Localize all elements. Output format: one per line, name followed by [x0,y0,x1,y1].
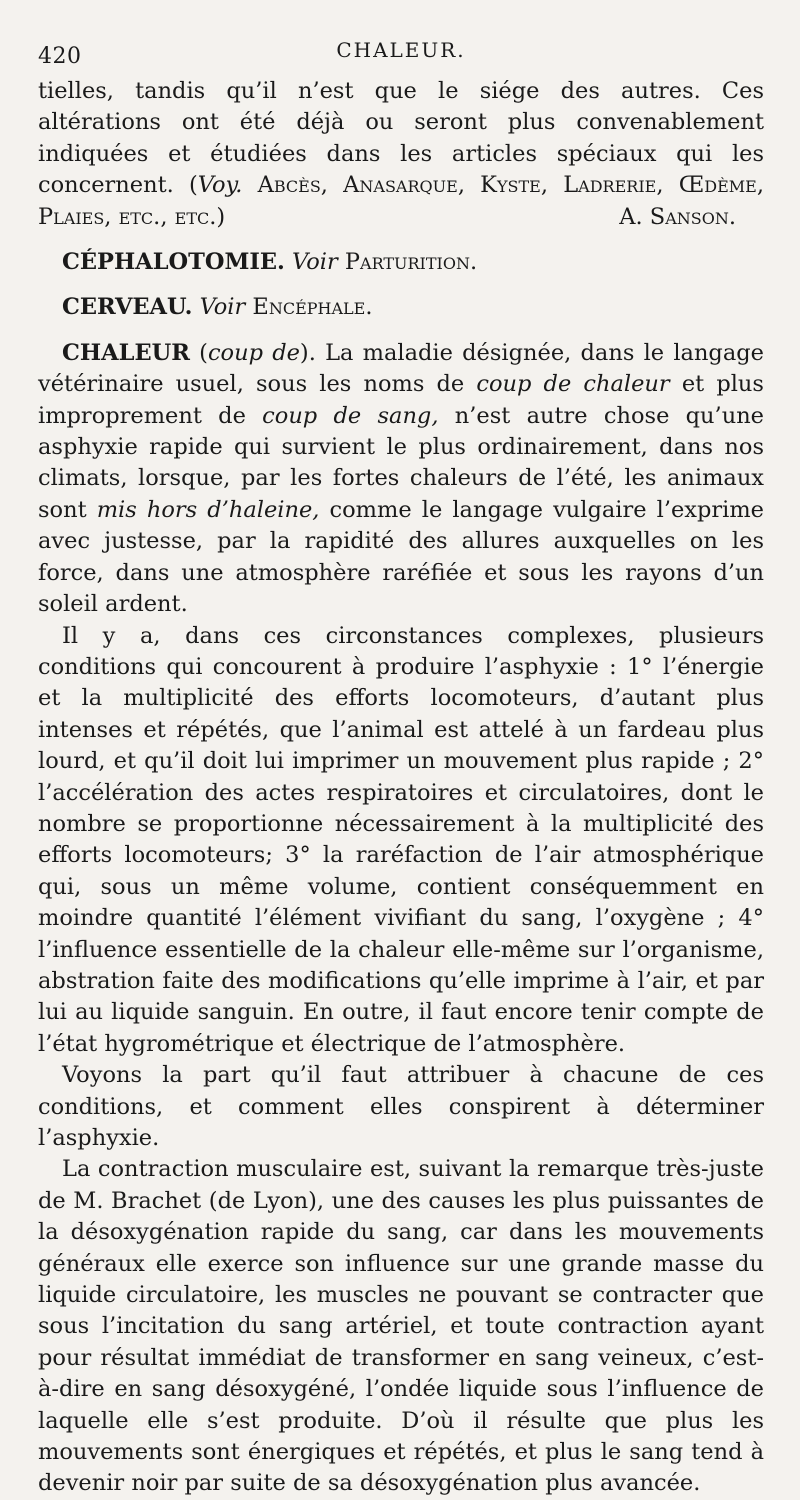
paren-open: ( [189,339,208,366]
entry-chaleur [38,338,764,621]
entry-term: CHALEUR [62,339,190,366]
paragraph-conditions: Il y a, dans ces circonstances complexes, plusieurs conditions qui concourent à produire l’asphyxie : 1° l’énergie et la multiplicité des efforts locomoteurs, d’autant plus intenses et répétés, que l’animal est attelé à un fardeau plus lourd, et qu’il doit lui imprimer un mouvement plus rapide ; 2° l’accélération des actes respiratoires et circulatoires, dont le nombre se proportionne nécessairement à la multiplicité des efforts locomoteurs; 3° la raréfaction de l’air atmosphérique qui, sous un même volume, contient conséquemment en moindre quantité l’élément vivifiant du sang, l’oxygène ; 4° l’influence essentielle de la chaleur elle-même sur l’organisme, abstration faite des modifications qu’elle imprime à l’air, et par lui au liquide sanguin. En outre, il faut encore tenir compte de l’état hygrométrique et électrique de l’atmosphère. [38,622,764,1057]
paragraph-contraction: La contraction musculaire est, suivant la remarque très-juste de M. Brachet (de Lyon), une des causes les plus puissantes de la désoxygénation rapide du sang, car dans les mouvements généraux elle exerce son influence sur une grande masse du liquide circulatoire, les muscles ne pouvant se contracter que sous l’incitation du sang artériel, et toute contraction ayant pour résultat immédiat de transformer en sang veineux, c’est-à-dire en sang désoxygéné, l’ondée liquide sous l’influence de laquelle elle s’est produite. D’où il résulte que plus les mouvements sont énergiques et répétés, et plus le sang tend à devenir noir par suite de sa désoxygénation plus avancée. [38,1156,764,1497]
author-signature: A. Sanson. [619,203,736,230]
entry-text: comme le langage vulgaire l’exprime avec justesse, par la rapidité des allures auxquelles on les force, dans une atmosphère raréfiée et sous les rayons d’un soleil ardent. [38,496,764,618]
paragraph-voyons: Voyons la part qu’il faut attribuer à chacune de ces conditions, et comment elles conspirent à déterminer l’asphyxie. [38,1062,764,1151]
entry-cephalotomie [38,247,764,278]
voir-word: Voir [192,294,253,321]
entry-reference: Parturition. [344,249,478,276]
paren-close: ). [299,339,326,366]
paragraph-continuation [38,76,764,233]
italic-term: coup de chaleur [476,371,670,398]
entry-cerveau [38,292,764,323]
italic-term: mis hors d’haleine, [96,496,320,523]
entry-qualifier: coup de [207,339,300,366]
entry-text: La maladie désignée, dans le langage vétérinaire usuel, sous les noms de [38,339,764,398]
entry-reference: Encéphale. [252,294,373,321]
body-text [38,76,764,1500]
voy-abbreviation: Voy. [197,172,243,199]
entry-text: n’est autre chose qu’une asphyxie rapide qui survient le plus ordinairement, dans nos climats, lorsque, par les fortes chaleurs de l’été, les animaux sont [38,402,765,523]
entry-text: et plus improprement de [38,371,764,429]
running-head: CHALEUR. [336,38,466,62]
page-header [38,30,764,76]
paragraph-text: tielles, tandis qu’il n’est que le siége des autres. Ces altérations ont été déjà ou seront plus convenablement indiquées et étudiées dans les articles spéciaux qui les concernent. ( [38,78,764,199]
italic-term: coup de sang, [262,402,439,429]
cross-references: Abcès, Anasarque, Kyste, Ladrerie, Œdème, Plaies, etc., etc.) [38,172,764,230]
voir-word: Voir [284,249,345,276]
page-number: 420 [38,44,82,69]
entry-term: CÉPHALOTOMIE. [62,249,285,276]
entry-term: CERVEAU. [62,294,193,321]
